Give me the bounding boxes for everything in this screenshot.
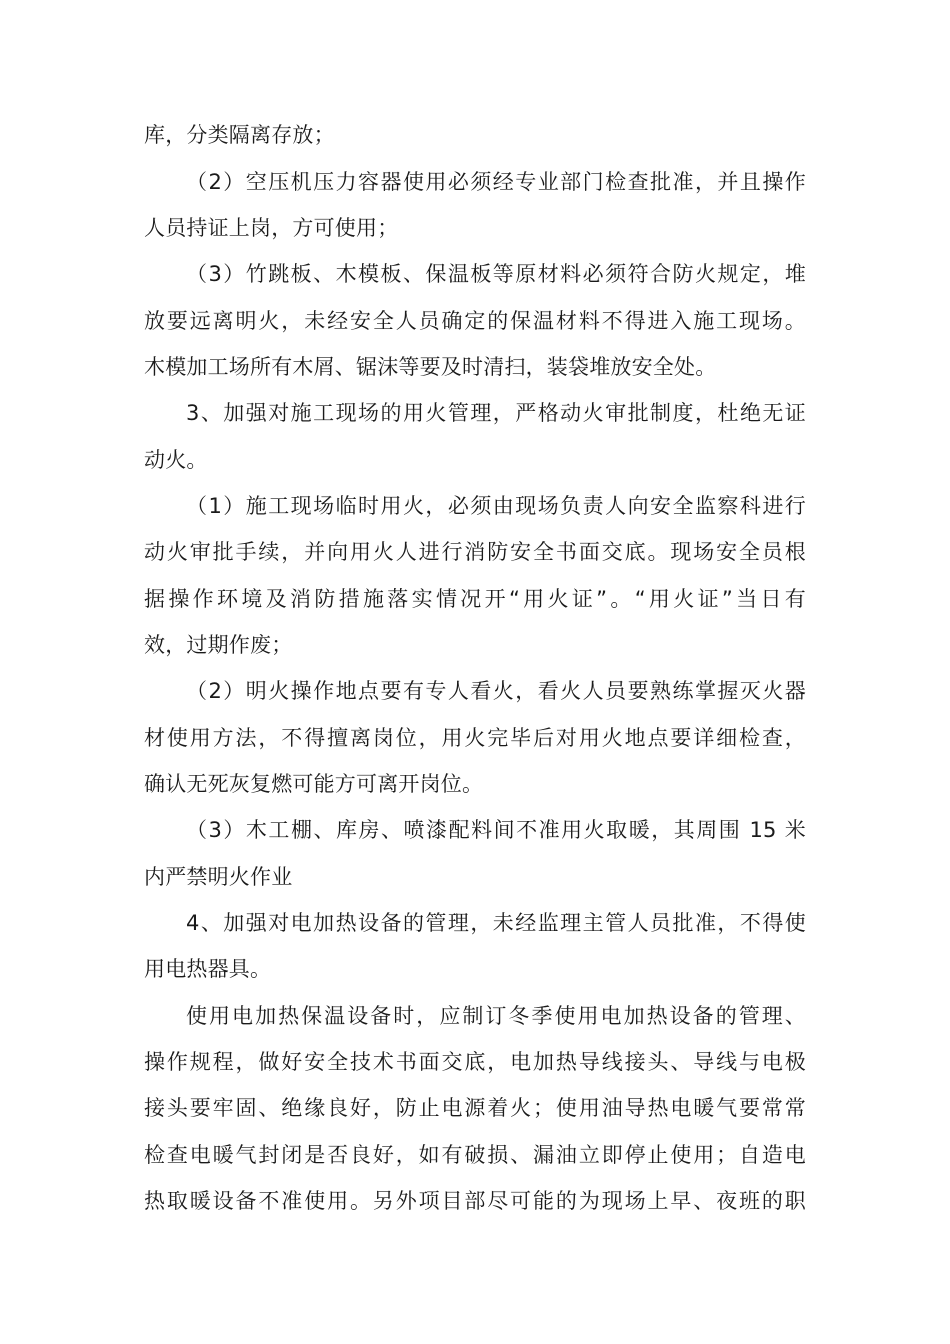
text-line-10: 动火审批手续，并向用火人进行消防安全书面交底。现场安全员根 (144, 540, 806, 564)
text-line-21: 操作规程，做好安全技术书面交底，电加热导线接头、导线与电极 (144, 1050, 806, 1074)
text-line-8: 动火。 (144, 448, 208, 472)
text-line-3: 人员持证上岗，方可使用； (144, 216, 399, 240)
text-line-7: 3、加强对施工现场的用火管理，严格动火审批制度，杜绝无证 (186, 401, 806, 425)
text-line-16: （3）木工棚、库房、喷漆配料间不准用火取暖，其周围 15 米 (186, 818, 806, 842)
text-line-1: 库，分类隔离存放； (144, 123, 335, 147)
text-line-11: 据操作环境及消防措施落实情况开“用火证”。“用火证”当日有 (144, 587, 806, 611)
text-line-5: 放要远离明火，未经安全人员确定的保温材料不得进入施工现场。 (144, 309, 806, 333)
text-line-9: （1）施工现场临时用火，必须由现场负责人向安全监察科进行 (186, 494, 806, 518)
text-line-20: 使用电加热保温设备时，应制订冬季使用电加热设备的管理、 (186, 1004, 806, 1028)
text-line-18: 4、加强对电加热设备的管理，未经监理主管人员批准，不得使 (186, 911, 806, 935)
text-line-6: 木模加工场所有木屑、锯沫等要及时清扫，装袋堆放安全处。 (144, 355, 717, 379)
text-line-24: 热取暖设备不准使用。另外项目部尽可能的为现场上早、夜班的职 (144, 1189, 806, 1213)
text-line-13: （2）明火操作地点要有专人看火，看火人员要熟练掌握灭火器 (186, 679, 806, 703)
text-line-17: 内严禁明火作业 (144, 865, 293, 889)
text-line-4: （3）竹跳板、木模板、保温板等原材料必须符合防火规定，堆 (186, 262, 806, 286)
text-line-15: 确认无死灰复燃可能方可离开岗位。 (144, 772, 484, 796)
text-line-22: 接头要牢固、绝缘良好，防止电源着火；使用油导热电暖气要常常 (144, 1096, 806, 1120)
text-line-23: 检查电暖气封闭是否良好，如有破损、漏油立即停止使用；自造电 (144, 1143, 806, 1167)
text-line-12: 效，过期作废； (144, 633, 293, 657)
text-line-2: （2）空压机压力容器使用必须经专业部门检查批准，并且操作 (186, 170, 806, 194)
text-line-19: 用电热器具。 (144, 957, 272, 981)
text-line-14: 材使用方法，不得擅离岗位，用火完毕后对用火地点要详细检查， (144, 726, 806, 750)
